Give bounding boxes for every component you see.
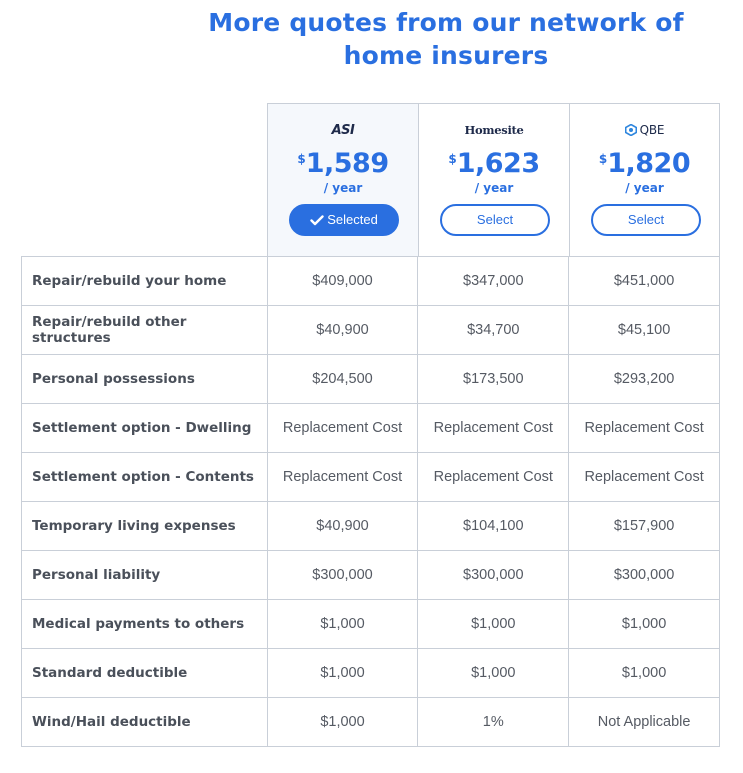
cell-value: Replacement Cost [569,404,720,453]
cell-value: $40,900 [267,502,418,551]
quote-price: $1,589 [297,148,389,179]
homesite-logo: Homesite [464,123,524,137]
cell-value: $173,500 [418,355,569,404]
cell-value: $34,700 [418,306,569,355]
cell-value: $104,100 [418,502,569,551]
table-row [22,551,720,600]
cell-value: $1,000 [267,698,418,747]
cell-value: $1,000 [418,600,569,649]
cell-value: $1,000 [267,600,418,649]
select-button-qbe[interactable]: Select [591,204,701,236]
row-label: Standard deductible [22,649,268,698]
table-row [22,600,720,649]
cell-value: $40,900 [267,306,418,355]
row-label: Wind/Hail deductible [22,698,268,747]
coverage-table [21,256,720,747]
cell-value: $157,900 [569,502,720,551]
asi-logo: ASI [331,122,355,138]
table-row [22,257,720,306]
price-period: / year [474,181,514,195]
row-label: Repair/rebuild other structures [22,306,268,355]
row-label: Personal possessions [22,355,268,404]
row-label: Settlement option - Contents [22,453,268,502]
quote-price: $1,820 [598,148,691,179]
row-label: Temporary living expenses [22,502,268,551]
price-period: / year [625,181,664,195]
cell-value: $204,500 [267,355,418,404]
page-title: More quotes from our network of home insurers [208,8,684,70]
checkmark-icon [310,215,324,226]
select-button-homesite[interactable]: Select [440,204,550,236]
table-row [22,453,720,502]
cell-value: $45,100 [569,306,720,355]
cell-value: $293,200 [569,355,720,404]
cell-value: $1,000 [569,600,720,649]
cell-value: Not Applicable [569,698,720,747]
table-row [22,404,720,453]
table-row [22,502,720,551]
selected-button-asi[interactable]: Selected [289,204,399,236]
cell-value: $300,000 [267,551,418,600]
table-row [22,355,720,404]
cell-value: $1,000 [418,649,569,698]
quote-comparison-grid [21,103,720,756]
table-row [22,698,720,747]
row-label: Repair/rebuild your home [22,257,268,306]
cell-value: $300,000 [418,551,569,600]
cell-value: Replacement Cost [418,404,569,453]
insurer-card-asi [267,103,419,256]
table-row [22,306,720,355]
table-row [22,649,720,698]
cell-value: Replacement Cost [569,453,720,502]
row-label: Personal liability [22,551,268,600]
row-label: Settlement option - Dwelling [22,404,268,453]
price-period: / year [323,181,363,195]
cell-value: Replacement Cost [267,404,418,453]
row-label: Medical payments to others [22,600,268,649]
cell-value: $451,000 [569,257,720,306]
insurer-card-homesite [418,103,570,256]
cell-value: 1% [418,698,569,747]
qbe-logo-icon [625,124,637,136]
qbe-logo: QBE [570,122,719,138]
cell-value: Replacement Cost [418,453,569,502]
cell-value: $347,000 [418,257,569,306]
cell-value: $1,000 [569,649,720,698]
cell-value: $409,000 [267,257,418,306]
cell-value: $300,000 [569,551,720,600]
cell-value: $1,000 [267,649,418,698]
insurer-card-qbe [569,103,720,256]
cell-value: Replacement Cost [267,453,418,502]
quote-price: $1,623 [448,148,540,179]
